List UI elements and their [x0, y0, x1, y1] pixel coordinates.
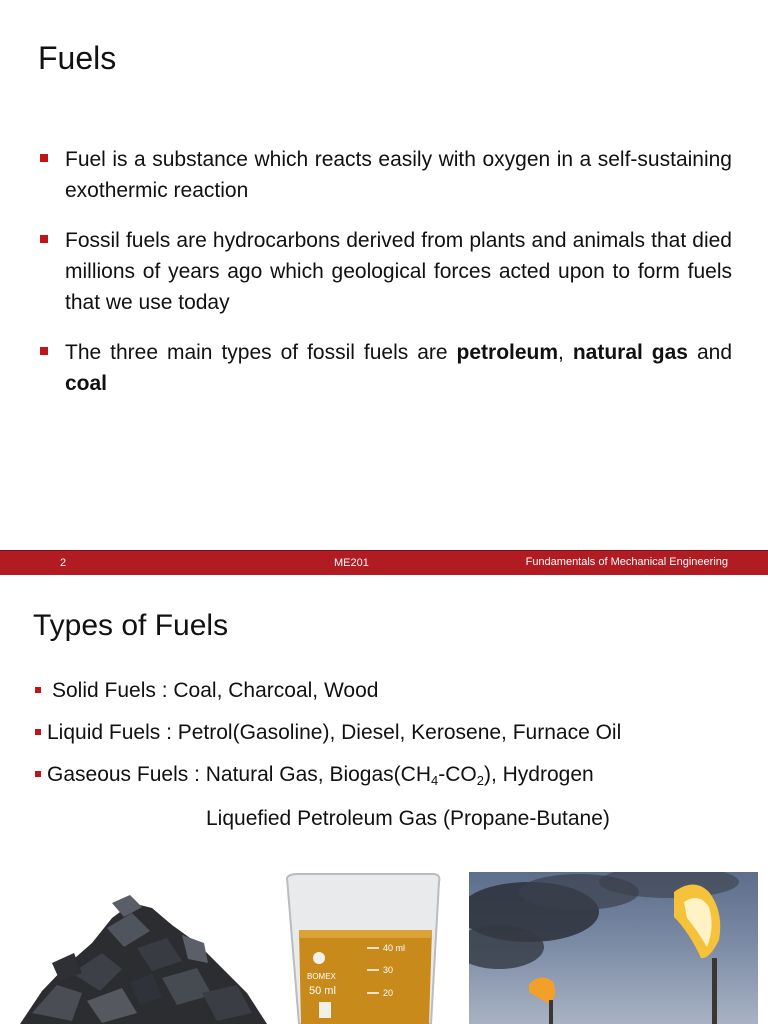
slide-title: Types of Fuels [33, 609, 229, 642]
bullet-item [33, 761, 621, 789]
bullet-list [33, 677, 621, 803]
beaker-mark: 30 [383, 965, 394, 975]
beaker-mark: 40 ml [383, 943, 406, 953]
bullet-continuation: Liquefied Petroleum Gas (Propane-Butane) [206, 807, 610, 830]
page-number: 2 [60, 557, 67, 569]
subscript: 2 [476, 773, 484, 788]
bullet-item [33, 719, 621, 747]
bullet-text: The three main types of fossil fuels are [65, 341, 457, 364]
slide-footer [0, 550, 768, 576]
bullet-marker-icon [40, 235, 48, 243]
bullet-text: , [558, 341, 573, 364]
bullet-item [38, 144, 732, 206]
bold-term: petroleum [456, 341, 559, 364]
bullet-item [33, 677, 621, 705]
beaker-brand: BOMEX [307, 972, 336, 981]
bullet-text: ), Hydrogen [483, 763, 594, 786]
bold-term: natural gas [572, 341, 688, 364]
beaker-size: 50 ml [309, 985, 336, 997]
beaker-mark: 20 [383, 988, 394, 998]
course-name: Fundamentals of Mechanical Engineering [525, 556, 728, 568]
subscript: 4 [431, 773, 439, 788]
bullet-text: Gaseous Fuels : Natural Gas, Biogas(CH [47, 763, 431, 786]
course-code: ME201 [334, 557, 369, 569]
bullet-text: and [688, 341, 732, 364]
bullet-text: Liquid Fuels : Petrol(Gasoline), Diesel, Kerosene, Furnace Oil [47, 721, 622, 744]
bullet-marker-icon [40, 154, 48, 162]
bullet-text: -CO [438, 763, 477, 786]
slide-types-of-fuels [0, 583, 768, 1024]
bullet-marker-icon [35, 687, 41, 693]
bullet-text: Fuel is a substance which reacts easily with oxygen in a self-sustaining exothermic reaction [65, 148, 732, 202]
bullet-item [38, 337, 732, 399]
slide-divider [0, 575, 768, 583]
coal-image [12, 873, 270, 1024]
bullet-marker-icon [35, 729, 41, 735]
bullet-marker-icon [40, 347, 48, 355]
bullet-item [38, 225, 732, 318]
bullet-list [38, 144, 732, 418]
beaker-image [279, 872, 451, 1024]
gas-flare-image [469, 872, 758, 1024]
bullet-text: Solid Fuels : Coal, Charcoal, Wood [52, 679, 379, 702]
bold-term: coal [65, 372, 108, 395]
bullet-marker-icon [35, 771, 41, 777]
slide-title: Fuels [38, 40, 117, 76]
bullet-text: Fossil fuels are hydrocarbons derived from plants and animals that died millions of years ago which geological forces acted upon to form fuels that we use today [65, 229, 732, 314]
